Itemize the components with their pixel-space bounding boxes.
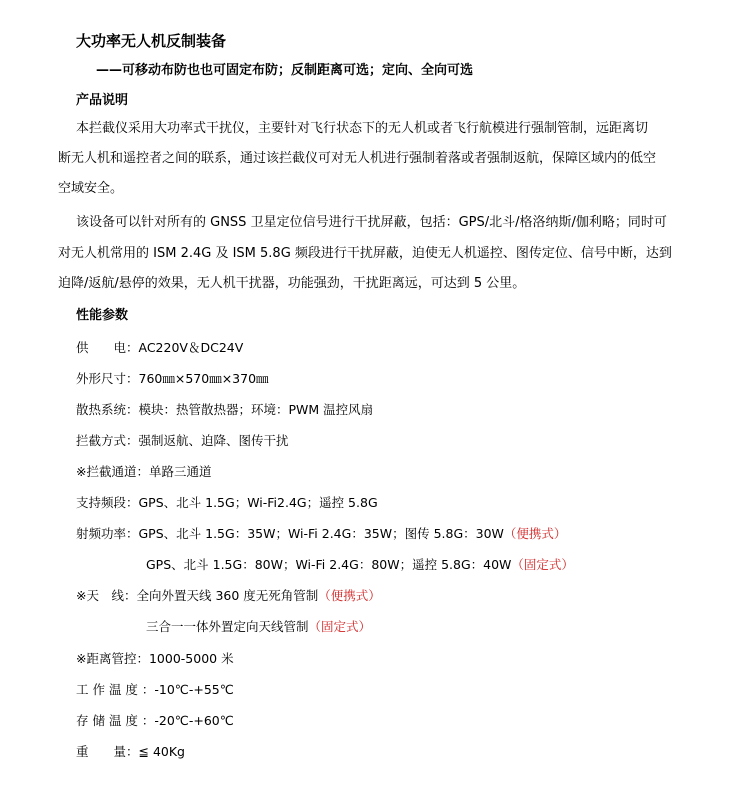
spec-size: 外形尺寸：760㎜×570㎜×370㎜	[76, 371, 269, 386]
para1-line3: 空域安全。	[58, 181, 124, 196]
spec-rf-fixed-note: （固定式）	[511, 557, 574, 572]
para2-line1: 该设备可以针对所有的 GNSS 卫星定位信号进行干扰屏蔽，包括：GPS/北斗/格洛纳斯/伽利略；同时可	[76, 215, 667, 230]
spec-weight: 重 量：≦ 40Kg	[76, 744, 185, 759]
para1-line2: 断无人机和遥控者之间的联系，通过该拦截仪可对无人机进行强制着落或者强制返航，保障区域内的低空	[58, 151, 657, 166]
spec-cooling: 散热系统：模块：热管散热器；环境：PWM 温控风扇	[76, 402, 374, 417]
spec-antenna-portable-note: （便携式）	[318, 588, 381, 603]
spec-antenna-portable-text: ※天 线：全向外置天线 360 度无死角管制	[76, 588, 319, 603]
spec-power: 供 电：AC220V＆DC24V	[76, 340, 244, 355]
spec-antenna-fixed-text: 三合一一体外置定向天线管制	[146, 619, 309, 634]
section-heading-specs: 性能参数	[76, 308, 129, 323]
spec-channels: ※拦截通道：单路三通道	[76, 464, 212, 479]
spec-storage-temp: 存 储 温 度 ：-20℃-+60℃	[76, 713, 234, 728]
document-title: 大功率无人机反制装备	[76, 32, 227, 50]
spec-bands: 支持频段：GPS、北斗 1.5G；Wi-Fi2.4G；遥控 5.8G	[76, 495, 378, 510]
para2-line3: 迫降/返航/悬停的效果，无人机干扰器，功能强劲，干扰距离远，可达到 5 公里。	[58, 276, 526, 291]
spec-antenna-fixed-note: （固定式）	[308, 619, 372, 634]
para2-line2: 对无人机常用的 ISM 2.4G 及 ISM 5.8G 频段进行干扰屏蔽，迫使无人机遥控、图传定位、信号中断，达到	[58, 246, 672, 261]
spec-antenna-portable	[76, 587, 381, 605]
spec-operating-temp: 工 作 温 度 ：-10℃-+55℃	[76, 682, 234, 697]
spec-rf-fixed-text: GPS、北斗 1.5G：80W；Wi-Fi 2.4G：80W；遥控 5.8G：40W	[146, 557, 512, 572]
section-heading-product: 产品说明	[76, 93, 129, 108]
spec-mode: 拦截方式：强制返航、迫降、图传干扰	[76, 433, 289, 448]
spec-range: ※距离管控：1000-5000 米	[76, 651, 234, 666]
spec-rf-fixed	[146, 556, 574, 574]
spec-rf-portable-note: （便携式）	[503, 526, 567, 541]
para1-line1: 本拦截仪采用大功率式干扰仪，主要针对飞行状态下的无人机或者飞行航模进行强制管制，远距离切	[76, 121, 649, 136]
spec-rf-portable	[76, 525, 566, 543]
document-subtitle: ——可移动布防也也可固定布防；反制距离可选；定向、全向可选	[96, 63, 474, 78]
spec-rf-portable-text: 射频功率：GPS、北斗 1.5G：35W；Wi-Fi 2.4G：35W；图传 5.8G：30W	[76, 526, 504, 541]
spec-antenna-fixed	[146, 618, 371, 636]
